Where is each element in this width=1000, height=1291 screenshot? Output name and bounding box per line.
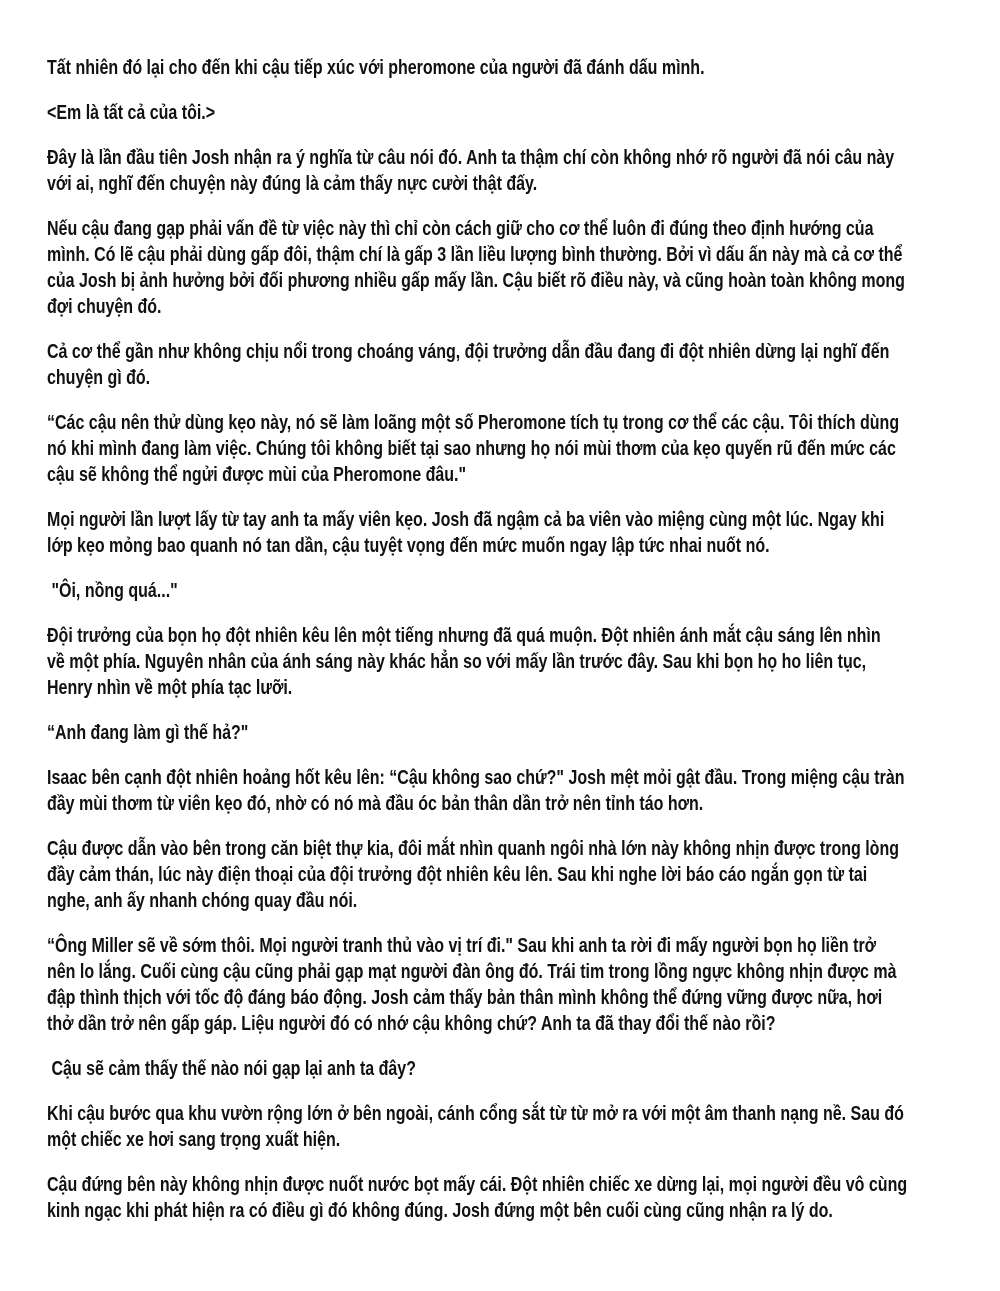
paragraph [47, 339, 967, 391]
text-line: của Josh bị ảnh hưởng bởi đối phương nhiều gấp mấy lần. Cậu biết rõ điều này, và cũng hoàn toàn không mong [47, 270, 905, 292]
text-line: “Anh đang làm gì thế hả?" [47, 722, 249, 744]
text-line: Cậu được dẫn vào bên trong căn biệt thự kia, đôi mắt nhìn quanh ngôi nhà lớn này không nhịn được trong lòng [47, 838, 899, 860]
text-line: Cả cơ thể gần như không chịu nổi trong choáng váng, đội trưởng dẫn đầu đang đi đột nhiên dừng lại nghĩ đến [47, 341, 890, 363]
text-line: thở dần trở nên gấp gáp. Liệu người đó có nhớ cậu không chứ? Anh ta đã thay đổi thế nào rồi? [47, 1013, 776, 1035]
paragraph [47, 720, 967, 746]
text-line: Henry nhìn về một phía tạc lưỡi. [47, 677, 293, 699]
text-line: "Ôi, nồng quá..." [47, 580, 178, 602]
text-line: cậu sẽ không thể ngửi được mùi của Pheromone đâu." [47, 464, 467, 486]
paragraph [47, 145, 967, 197]
paragraph [47, 836, 967, 914]
paragraph [47, 765, 967, 817]
paragraph [47, 100, 967, 126]
document-page [47, 55, 967, 1243]
text-line: lớp kẹo mỏng bao quanh nó tan dần, cậu tuyệt vọng đến mức muốn ngay lập tức nhai nuốt nó. [47, 535, 770, 557]
text-line: Đây là lần đầu tiên Josh nhận ra ý nghĩa từ câu nói đó. Anh ta thậm chí còn không nhớ rõ người đã nói câu này [47, 147, 895, 169]
text-line: kinh ngạc khi phát hiện ra có điều gì đó không đúng. Josh đứng một bên cuối cùng cũng nhận ra lý do. [47, 1200, 833, 1222]
text-line: Nếu cậu đang gạp phải vấn đề từ việc này thì chỉ còn cách giữ cho cơ thể luôn đi đúng theo định hướng của [47, 218, 874, 240]
text-line: một chiếc xe hơi sang trọng xuất hiện. [47, 1129, 341, 1151]
paragraph [47, 410, 967, 488]
text-line: về một phía. Nguyên nhân của ánh sáng này khác hẳn so với mấy lần trước đây. Sau khi bọn họ ho liên tục, [47, 651, 867, 673]
text-line: “Ông Miller sẽ về sớm thôi. Mọi người tranh thủ vào vị trí đi." Sau khi anh ta rời đi mấy người bọn họ liền trở [47, 935, 877, 957]
paragraph [47, 1056, 967, 1082]
paragraph [47, 623, 967, 701]
text-line: nghe, anh ấy nhanh chóng quay đầu nói. [47, 890, 358, 912]
paragraph [47, 933, 967, 1037]
text-line: “Các cậu nên thử dùng kẹo này, nó sẽ làm loãng một số Pheromone tích tụ trong cơ thể các cậu. Tôi thích dùng [47, 412, 900, 434]
text-line: chuyện gì đó. [47, 367, 151, 389]
text-line: Tất nhiên đó lại cho đến khi cậu tiếp xúc với pheromone của người đã đánh dấu mình. [47, 57, 705, 79]
paragraph [47, 507, 967, 559]
text-line: đợi chuyện đó. [47, 296, 162, 318]
paragraph [47, 1172, 967, 1224]
paragraph [47, 1101, 967, 1153]
text-line: mình. Có lẽ cậu phải dùng gấp đôi, thậm chí là gấp 3 lần liều lượng bình thường. Bởi vì dấu ấn này mà cả cơ thể [47, 244, 903, 266]
paragraph [47, 578, 967, 604]
text-line: Mọi người lần lượt lấy từ tay anh ta mấy viên kẹo. Josh đã ngậm cả ba viên vào miệng cùng một lúc. Ngay khi [47, 509, 885, 531]
text-line: nó khi mình đang làm việc. Chúng tôi không biết tại sao nhưng họ nói mùi thơm của kẹo quyến rũ đến mức các [47, 438, 896, 460]
text-line: nên lo lắng. Cuối cùng cậu cũng phải gạp mạt người đàn ông đó. Trái tim trong lồng ngực không nhịn được mà [47, 961, 897, 983]
text-line: Đội trưởng của bọn họ đột nhiên kêu lên một tiếng nhưng đã quá muộn. Đột nhiên ánh mắt cậu sáng lên nhìn [47, 625, 881, 647]
text-line: đập thình thịch với tốc độ đáng báo động. Josh cảm thấy bản thân mình không thể đứng vững được nữa, hơi [47, 987, 883, 1009]
text-line: Khi cậu bước qua khu vườn rộng lớn ở bên ngoài, cánh cổng sắt từ từ mở ra với một âm thanh nạng nề. Sau đó [47, 1103, 904, 1125]
text-line: Cậu sẽ cảm thấy thế nào nói gạp lại anh ta đây? [47, 1058, 416, 1080]
text-line: Cậu đứng bên này không nhịn được nuốt nước bọt mấy cái. Đột nhiên chiếc xe dừng lại, mọi người đều vô cùng [47, 1174, 908, 1196]
paragraph [47, 216, 967, 320]
text-line: <Em là tất cả của tôi.> [47, 102, 216, 124]
text-line: đầy cảm thán, lúc này điện thoại của đội trưởng đột nhiên kêu lên. Sau khi nghe lời báo cáo ngắn gọn từ tai [47, 864, 868, 886]
text-line: đầy mùi thơm từ viên kẹo đó, nhờ có nó mà đầu óc bản thân dần trở nên tỉnh táo hơn. [47, 793, 704, 815]
text-line: Isaac bên cạnh đột nhiên hoảng hốt kêu lên: “Cậu không sao chứ?" Josh mệt mỏi gật đầu. Trong miệng cậu tràn [47, 767, 905, 789]
paragraph [47, 55, 967, 81]
text-line: với ai, nghĩ đến chuyện này đúng là cảm thấy nực cười thật đấy. [47, 173, 538, 195]
